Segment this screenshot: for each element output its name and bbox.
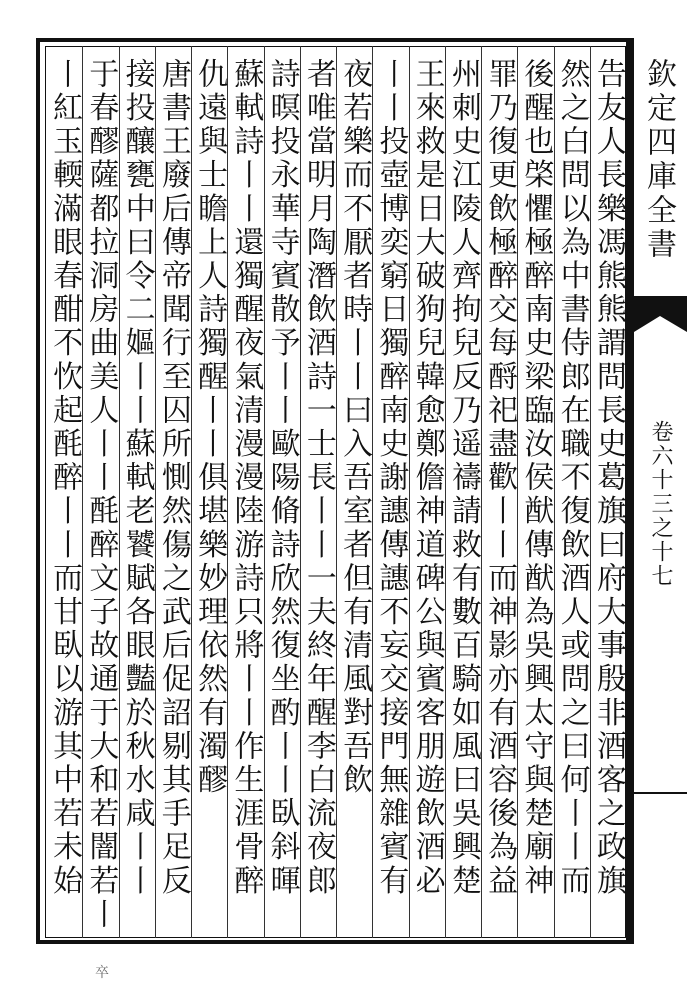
text-column: 仇遠與士瞻上人詩獨醒丨丨俱堪樂妙理依然有濁醪 [192,58,228,798]
text-column: 後醒也棨懼極醉南史梁臨汝侯猷傳猷為吳興太守與楚廟神 [518,58,554,898]
text-column: 州刺史江陵人齊拘兒反乃遥禱請救有數百騎如風曰吳興楚 [445,58,481,898]
juan-number: 卷六十三之十七 [648,420,673,588]
text-column: 唐書王廢后傳帝聞行至囚所惻然傷之武后促詔剔其手足反 [155,58,191,898]
margin-tick [634,792,687,794]
text-column: 王來救是日大破狗兒韓愈鄭儋神道碑公與賓客朋遊飲酒必 [409,58,445,898]
text-column: 蘇軾詩丨丨還獨醒夜氣清漫漫陸游詩只將丨丨作生涯骨醉 [228,58,264,898]
text-column: 詩暝投永華寺賓散予丨丨歐陽脩詩欣然復坐酌丨丨臥斜暉 [264,58,300,898]
text-column: 接投釀甕中曰令二嫗丨丨蘇軾老饕賦各眼豔於秋水咸丨丨 [119,58,155,898]
text-column: 告友人長樂馮熊熊謂問長史葛旗曰府大事殷非酒客之政旗 [590,58,626,898]
text-column: 丨丨投壺博奕窮日獨醉南史謝譓傳譓不妄交接門無雜賓有 [373,58,409,898]
text-column: 丨紅玉輭滿眼春酣不忺起酕醉丨丨而甘臥以游其中若未始 [47,58,83,898]
fishtail-mark-icon [634,296,687,332]
text-column: 者唯當明月陶潛飲酒詩一士長丨丨一夫終年醒李白流夜郎 [300,58,336,898]
margin-rule [630,38,634,944]
text-column: 于春醪薩都拉洞房曲美人丨丨酕醉文子故通于大和若闇若丨 [83,58,119,932]
text-column: 夜若樂而不厭者時丨丨曰入吾室者但有清風對吾飲 [337,58,373,798]
text-column: 然之白問以為中書侍郎在職不復飲酒人或問之曰何丨丨而 [554,58,590,898]
book-title: 欽定四庫全書 [641,58,676,262]
text-column: 罪乃復更飲極醉交每酹祀盡歡丨丨而神影亦有酒容後為益 [482,58,518,898]
footer-mark: 卒 [95,965,109,981]
